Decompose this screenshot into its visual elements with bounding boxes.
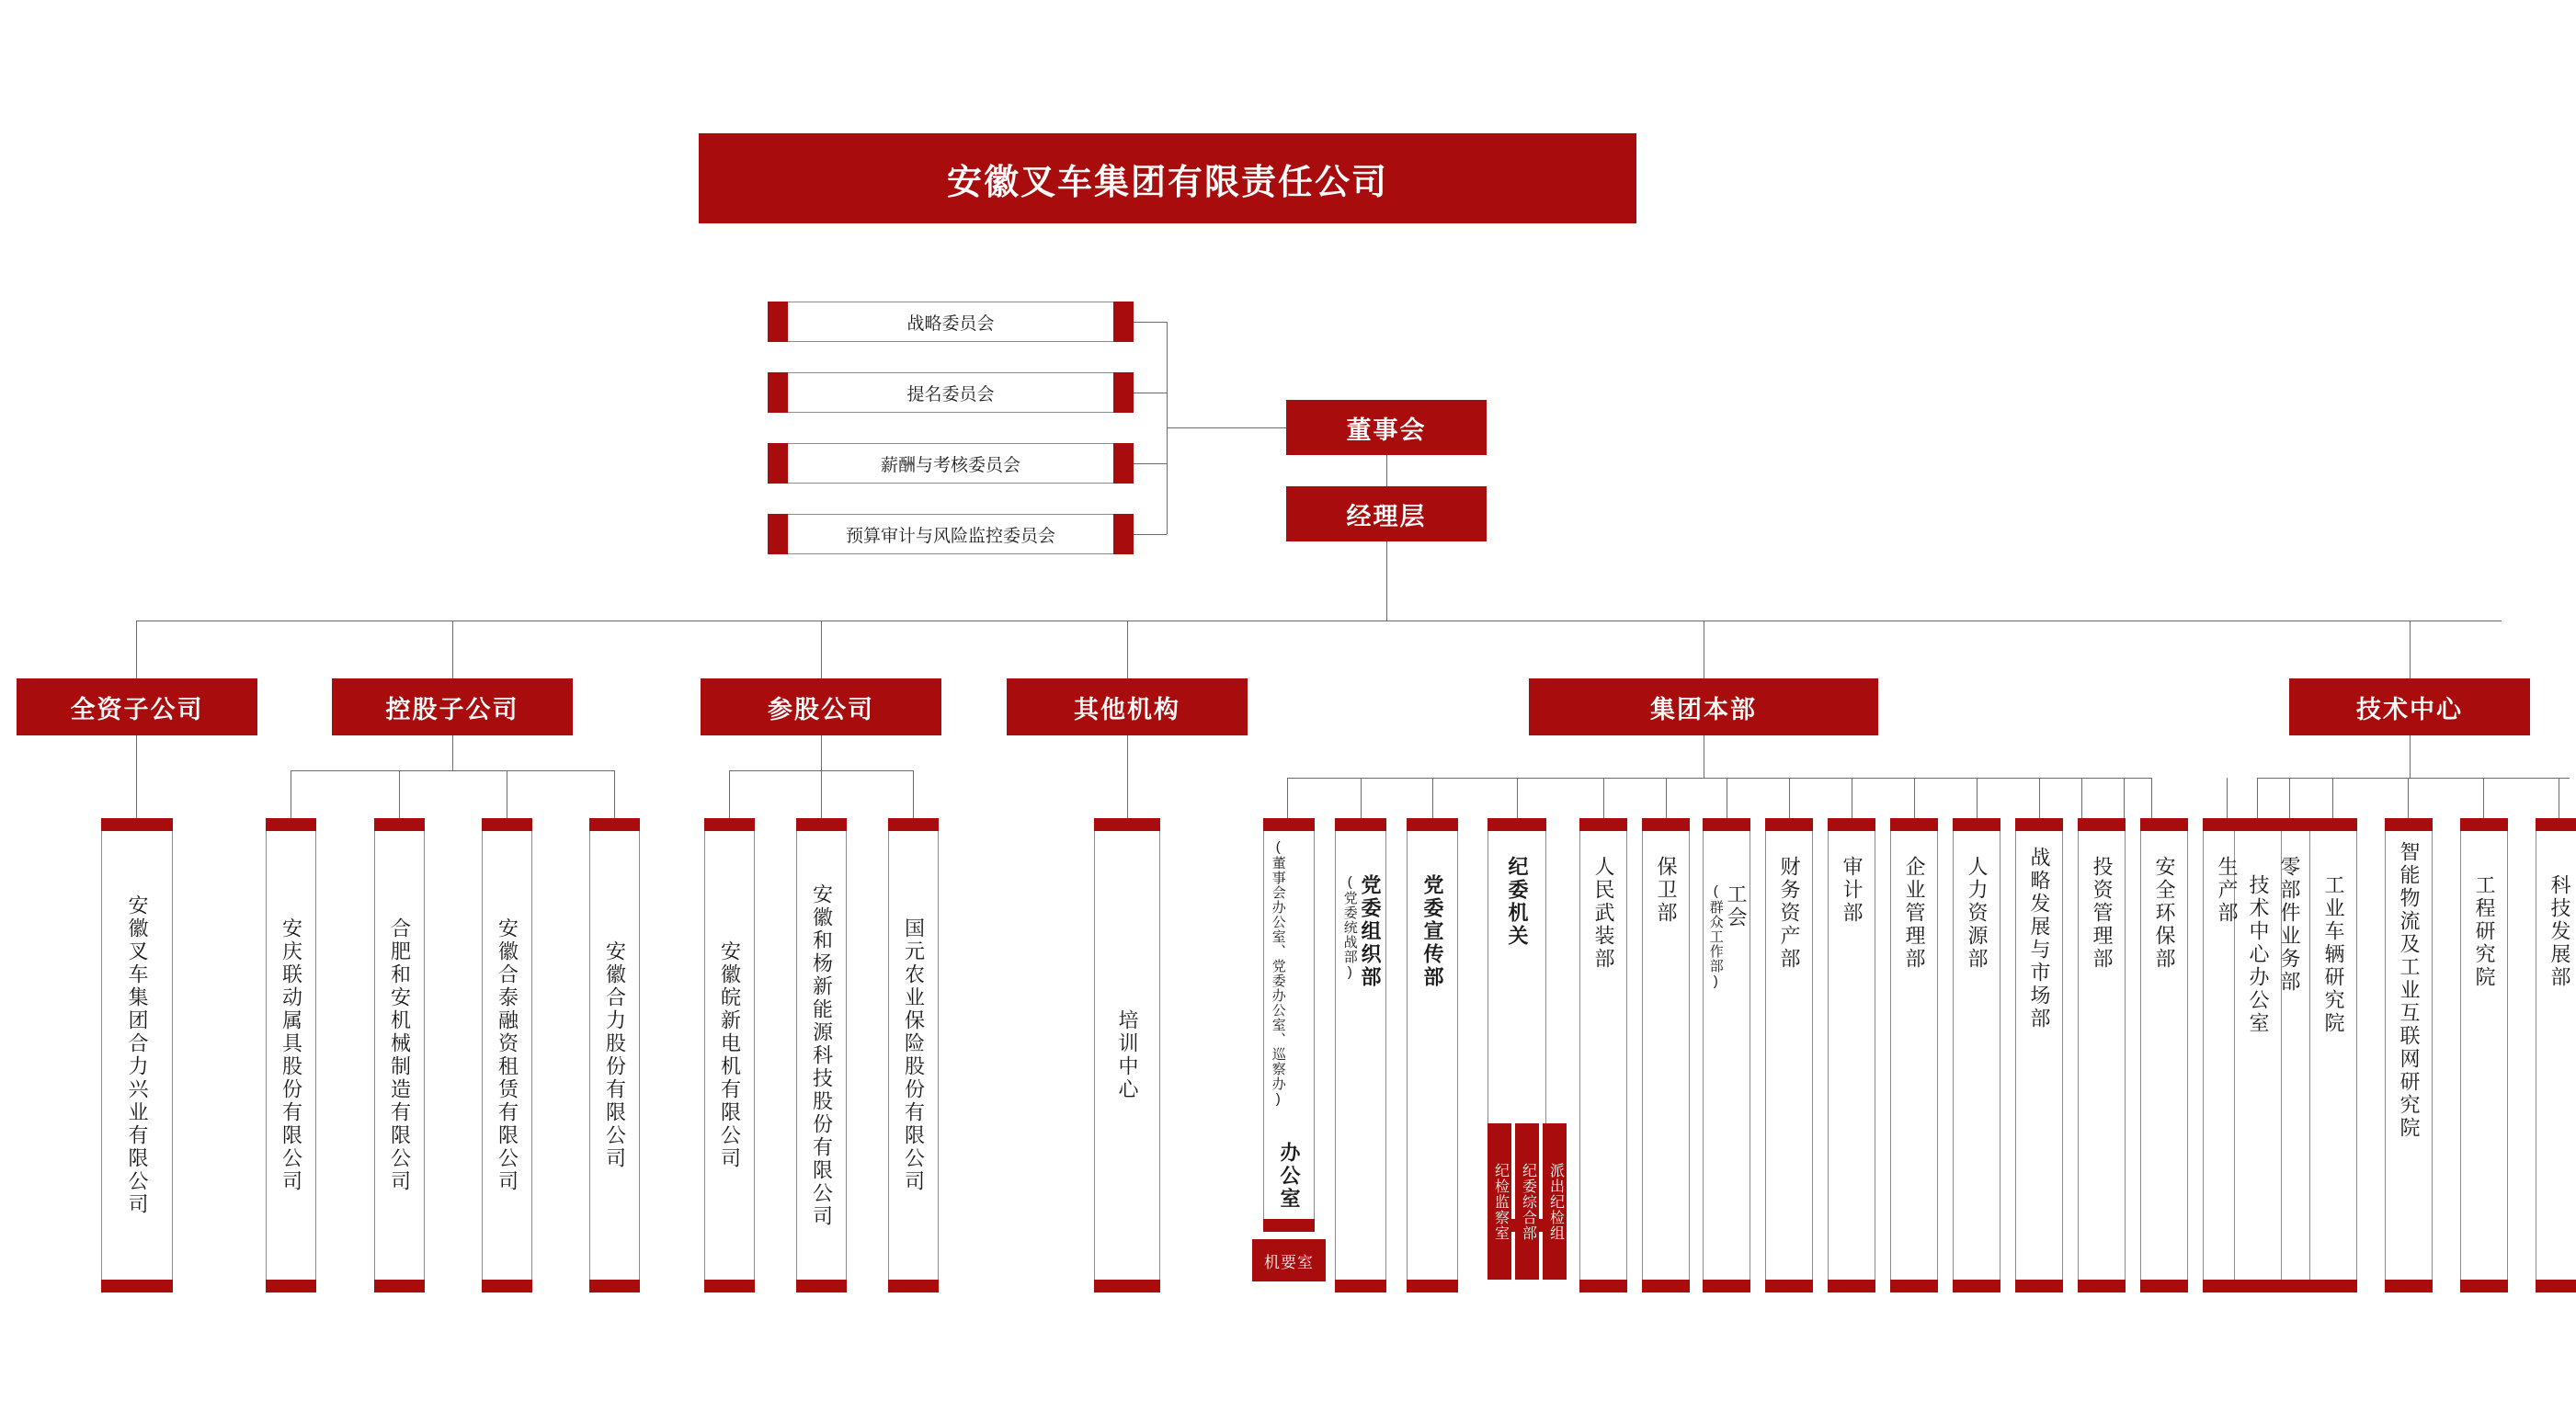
division-headquarters[interactable] [1529,678,1878,735]
committee-label: 薪酬与考核委员会 [880,455,1020,475]
connector [1127,621,1128,678]
red-cap-bottom [1335,1280,1386,1292]
red-cap-bottom [2309,1280,2357,1292]
connector [2227,778,2228,818]
connector [1789,778,1790,818]
board-label: 董事会 [1346,416,1427,444]
red-cap-top [888,818,939,831]
affiliate-label: 安徽皖新电机有限公司 [718,940,742,1170]
red-cap-top [1335,818,1386,831]
hq-dept-label: 安全环保部 [2152,856,2176,971]
red-cap-bottom [1828,1280,1875,1292]
board-box[interactable] [1286,400,1487,455]
connector [2289,778,2290,818]
hq-bus [1287,778,2151,779]
connector [913,770,914,818]
red-cap-top [589,818,640,831]
red-cap-left [768,372,788,413]
hq-dept-label: 工会 [1724,883,1748,929]
company-title-box [699,133,1636,223]
affiliate-box[interactable] [796,818,847,1292]
connector [614,770,615,818]
red-cap-bottom [1890,1280,1938,1292]
red-cap-top [1579,818,1627,831]
hq-subunit-label: 机要室 [1264,1253,1314,1271]
hq-subunit-discipline-general-dept[interactable] [1515,1123,1539,1280]
hq-dept-note: (群众工作部) [1707,883,1724,990]
connector [1127,735,1128,818]
red-cap-bottom [374,1280,425,1292]
tech-unit-label: 工业车辆研究院 [2321,874,2345,1035]
red-cap-top [2015,818,2063,831]
connector [1977,778,1978,818]
red-cap-bottom [1642,1280,1690,1292]
committee-label: 预算审计与风险监控委员会 [845,526,1055,546]
connector [2410,621,2411,678]
red-cap-top [266,818,316,831]
subsidiary-box[interactable] [482,818,532,1292]
connector [821,735,822,770]
subsidiary-label: 安徽合泰融资租赁有限公司 [496,917,519,1193]
subsidiary-label: 安徽合力股份有限公司 [603,940,627,1170]
red-cap-bottom [2234,1280,2282,1292]
red-cap-bottom [589,1280,640,1292]
subsidiary-label: 安徽叉车集团合力兴业有限公司 [125,894,149,1216]
connector [1517,778,1518,818]
division-tech-center[interactable] [2289,678,2530,735]
red-cap-top [1953,818,2000,831]
red-cap-bottom [1953,1280,2000,1292]
red-cap-right [1113,372,1134,413]
red-cap-bottom [1765,1280,1813,1292]
hq-dept-finance-assets[interactable] [1765,818,1813,1292]
division-label: 参股公司 [768,695,874,723]
connector [1603,778,1604,818]
connector [1386,455,1387,486]
other-org-label: 培训中心 [1115,1009,1139,1101]
red-cap-top [2234,818,2282,831]
committee-strategy[interactable] [768,302,1134,342]
connector [452,735,453,770]
division-label: 全资子公司 [70,695,204,723]
red-cap-top [1765,818,1813,831]
tech-unit-label: 工程研究院 [2472,874,2496,989]
red-cap-bottom [101,1280,173,1292]
red-cap-top [1094,818,1160,831]
hq-dept-safety-environment[interactable] [2140,818,2188,1292]
tech-unit-box[interactable] [2460,818,2508,1292]
connector [136,621,137,678]
connector [821,770,822,818]
tech-unit-label: 科技发展部 [2548,874,2571,989]
hq-subunit-label: 派出纪检组 [1547,1162,1564,1241]
red-cap-top [1263,818,1315,831]
hq-subunit-label: 纪委综合部 [1520,1162,1536,1241]
hq-dept-office[interactable] [1263,818,1315,1232]
affiliate-box[interactable] [888,818,939,1292]
red-cap-bottom [2078,1280,2126,1292]
subsidiary-label: 安庆联动属具股份有限公司 [279,917,303,1193]
committee-label: 战略委员会 [906,313,995,334]
subsidiary-box[interactable] [374,818,425,1292]
tech-unit-label: 智能物流及工业互联网研究院 [2397,841,2421,1140]
connector [136,735,137,818]
division-label: 技术中心 [2356,695,2463,723]
red-cap-bottom [266,1280,316,1292]
red-cap-top [1703,818,1750,831]
red-cap-bottom [2385,1280,2433,1292]
connector [821,621,822,678]
connector [2124,778,2125,818]
hq-dept-label: 企业管理部 [1902,856,1926,971]
subsidiary-label: 合肥和安机械制造有限公司 [388,917,412,1193]
hq-dept-label: 零部件业务部 [2277,856,2301,994]
connector [452,621,453,678]
connector [2081,778,2082,818]
hq-dept-label: 人民武装部 [1591,856,1615,971]
hq-dept-label: 战略发展与市场部 [2027,847,2051,1031]
red-cap-right [1113,514,1134,554]
hq-subunit-dispatched-discipline-group[interactable] [1543,1123,1567,1280]
red-cap-bottom [1263,1219,1315,1232]
hq-dept-enterprise-management[interactable] [1890,818,1938,1292]
hq-dept-label: 办公室 [1277,1142,1301,1211]
hq-dept-label: 生产部 [2215,856,2239,925]
division-label: 控股子公司 [385,695,519,723]
connector [2257,778,2258,818]
hq-dept-label: 财务资产部 [1777,856,1801,971]
division-label: 集团本部 [1650,695,1757,723]
tech-bus [2257,778,2570,779]
connector [729,770,730,818]
affiliate-label: 安徽和杨新能源科技股份有限公司 [810,882,834,1228]
red-cap-bottom [2015,1280,2063,1292]
red-cap-bottom [1407,1280,1458,1292]
hq-dept-label: 投资管理部 [2090,856,2114,971]
red-cap-bottom [1094,1280,1160,1292]
hq-dept-audit[interactable] [1828,818,1875,1292]
tech-unit-box[interactable] [2309,818,2357,1292]
red-cap-top [2536,818,2576,831]
red-cap-top [2140,818,2188,831]
tech-unit-box[interactable] [2385,818,2433,1292]
connector [1287,778,1288,818]
hq-dept-label: 审计部 [1840,856,1864,925]
connector [1134,322,1167,323]
red-cap-top [374,818,425,831]
hq-dept-security[interactable] [1642,818,1690,1292]
hq-dept-strategy-market[interactable] [2015,818,2063,1292]
red-cap-top [704,818,755,831]
red-cap-top [1487,818,1546,831]
tech-unit-box[interactable] [2234,818,2282,1292]
red-cap-bottom [888,1280,939,1292]
connector [2332,778,2333,818]
hq-dept-label: 党委宣传部 [1420,874,1444,989]
division-shareholding[interactable] [701,678,941,735]
division-holding[interactable] [332,678,573,735]
red-cap-bottom [2536,1280,2576,1292]
committee-compensation[interactable] [768,443,1134,484]
hq-subunit-discipline-inspection-room[interactable] [1487,1123,1511,1280]
hq-dept-labor-union[interactable] [1703,818,1750,1292]
connector [1432,778,1433,818]
division-other-org[interactable] [1007,678,1248,735]
management-box[interactable] [1286,486,1487,541]
red-cap-top [2385,818,2433,831]
red-cap-bottom [704,1280,755,1292]
subsidiary-box[interactable] [101,818,173,1292]
hq-dept-label: 党委组织部 [1358,874,1382,989]
red-cap-bottom [796,1280,847,1292]
connector [2151,778,2152,818]
red-cap-bottom [482,1280,532,1292]
hq-dept-note: (董事会办公室、党委办公室、巡察办) [1270,839,1286,1108]
tech-unit-label: 技术中心办公室 [2246,874,2270,1035]
other-org-box[interactable] [1094,818,1160,1292]
red-cap-top [1407,818,1458,831]
affiliate-label: 国元农业保险股份有限公司 [902,917,926,1193]
red-cap-top [482,818,532,831]
subsidiary-box[interactable] [266,818,316,1292]
red-cap-left [768,514,788,554]
connector [1361,778,1362,818]
hq-dept-peoples-armed[interactable] [1579,818,1627,1292]
hq-subunit-label: 纪检监察室 [1492,1162,1509,1241]
red-cap-top [1890,818,1938,831]
red-cap-bottom [2140,1280,2188,1292]
hq-dept-investment-management[interactable] [2078,818,2126,1292]
hq-subunit-confidential-office[interactable] [1252,1239,1326,1281]
connector [1914,778,1915,818]
red-cap-left [768,302,788,342]
connector [1386,541,1387,621]
page-title: 安徽叉车集团有限责任公司 [946,163,1388,202]
connector [1134,534,1167,535]
management-label: 经理层 [1346,502,1427,530]
red-cap-right [1113,443,1134,484]
hq-dept-party-propaganda[interactable] [1407,818,1458,1292]
red-cap-bottom [1703,1280,1750,1292]
connector [2483,778,2484,818]
red-cap-top [2460,818,2508,831]
connector [1134,463,1167,464]
red-cap-top [796,818,847,831]
hq-dept-note: (党委统战部) [1341,874,1358,981]
red-cap-top [2078,818,2126,831]
affiliate-box[interactable] [704,818,755,1292]
committee-nomination[interactable] [768,372,1134,413]
red-cap-bottom [1579,1280,1627,1292]
red-cap-bottom [2460,1280,2508,1292]
red-cap-left [768,443,788,484]
red-cap-right [1113,302,1134,342]
division-wholly-owned[interactable] [17,678,257,735]
tech-unit-box[interactable] [2536,818,2576,1292]
subsidiary-box[interactable] [589,818,640,1292]
connector [399,770,400,818]
connector [2408,778,2409,818]
hq-dept-label: 保卫部 [1654,856,1678,925]
connector [2410,735,2411,778]
division-label: 其他机构 [1074,695,1180,723]
connector [2039,778,2040,818]
red-cap-top [1642,818,1690,831]
hq-dept-label: 纪委机关 [1505,856,1529,948]
connector [1666,778,1667,818]
connector [291,770,614,771]
hq-dept-party-organization[interactable] [1335,818,1386,1292]
hq-dept-label: 人力资源部 [1965,856,1989,971]
red-cap-top [2309,818,2357,831]
hq-dept-human-resources[interactable] [1953,818,2000,1292]
committee-budget-audit-risk[interactable] [768,514,1134,554]
committee-label: 提名委员会 [906,384,995,404]
red-cap-top [1828,818,1875,831]
red-cap-top [101,818,173,831]
connector [1167,427,1286,428]
